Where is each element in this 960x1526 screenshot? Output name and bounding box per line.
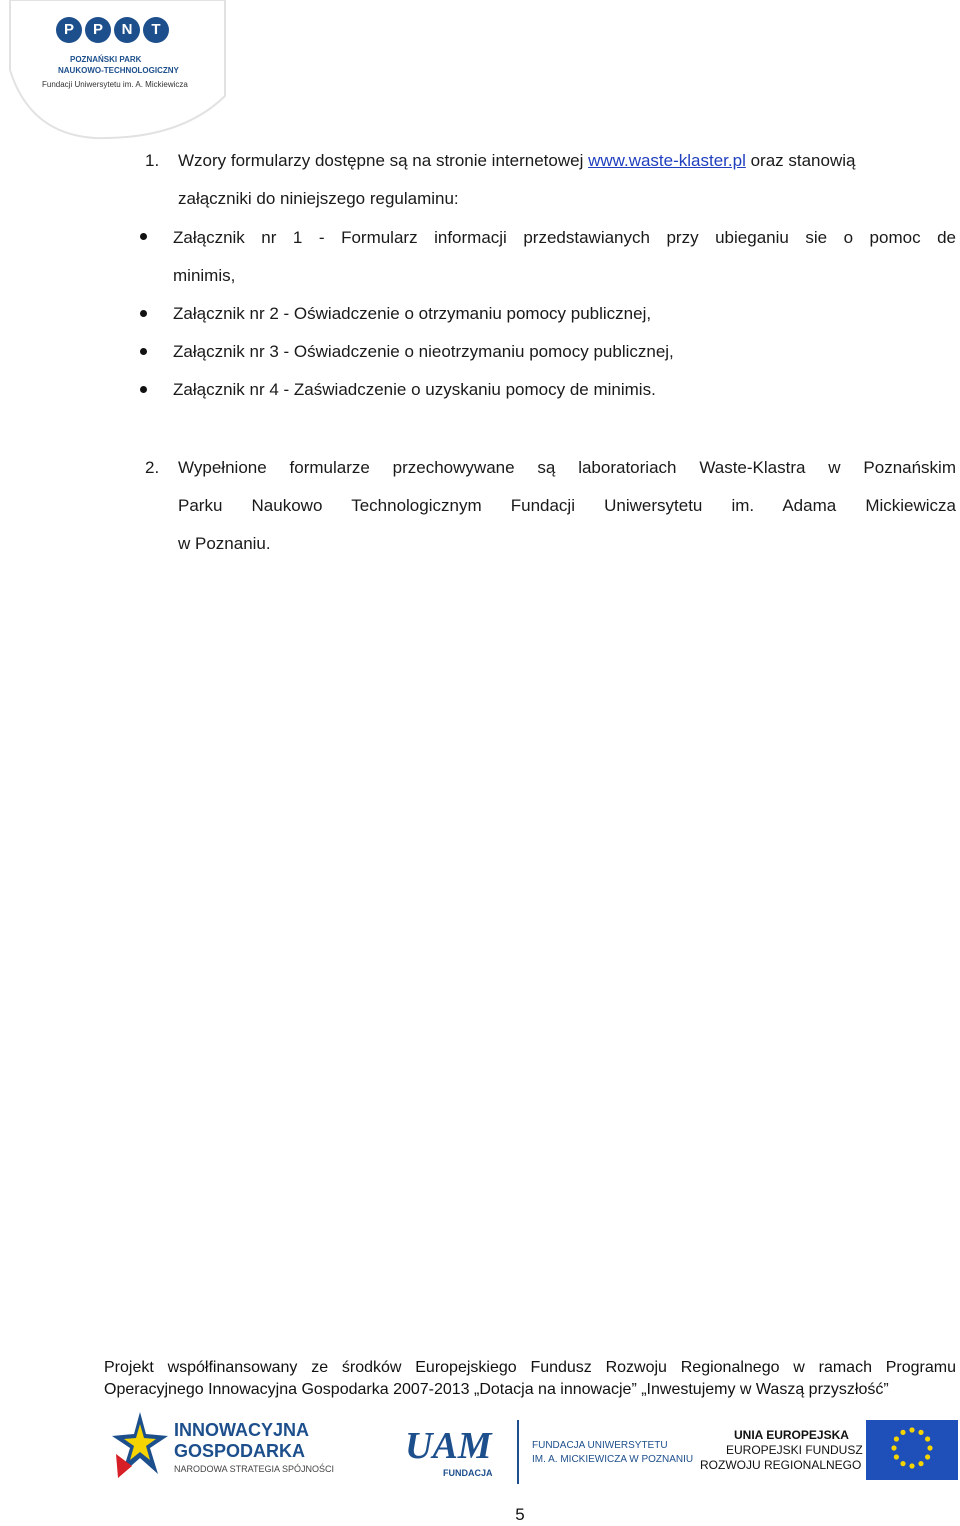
ig-line1: INNOWACYJNA [174, 1420, 310, 1440]
logo-line1: POZNAŃSKI PARK [70, 55, 142, 64]
uam-mark: UAM [405, 1425, 492, 1467]
eu-flag-icon [866, 1420, 958, 1480]
ig-line3: NARODOWA STRATEGIA SPÓJNOŚCI [174, 1464, 335, 1474]
page-number: 5 [515, 1505, 525, 1524]
item1-line1 [178, 151, 855, 170]
bullet-item-4: Załącznik nr 4 - Zaświadczenie o uzyskaniu pomocy de minimis. [173, 380, 656, 399]
item2-number: 2. [145, 458, 160, 477]
fund-line2: IM. A. MICKIEWICZA W POZNANIU [532, 1454, 694, 1465]
bullet-4 [140, 386, 147, 393]
footer-line2: Operacyjnego Innowacyjna Gospodarka 2007-2013 „Dotacja na innowacje” „Inwestujemy w Waszą przyszłość” [104, 1381, 889, 1398]
bullet-3 [140, 348, 147, 355]
eu-line2: EUROPEJSKI FUNDUSZ [726, 1443, 863, 1457]
logo-hex-p2: P [85, 17, 111, 43]
uam-divider [517, 1420, 519, 1484]
bullet-1 [140, 233, 147, 240]
bullet-item-1: Załącznik nr 1 - Formularz informacji przedstawianych przy ubieganiu sie o pomoc de [173, 228, 956, 247]
logo-hex-t: T [143, 17, 169, 43]
eu-logo [700, 1420, 960, 1484]
eu-line3: ROZWOJU REGIONALNEGO [700, 1458, 862, 1472]
bullet-item-3: Załącznik nr 3 - Oświadczenie o nieotrzymaniu pomocy publicznej, [173, 342, 674, 361]
ig-line2: GOSPODARKA [174, 1441, 306, 1461]
fund-line1: FUNDACJA UNIWERSYTETU [532, 1440, 668, 1451]
item2-line3: w Poznaniu. [178, 534, 271, 553]
ig-star-icon [110, 1408, 170, 1484]
item1-line2: załączniki do niniejszego regulaminu: [178, 189, 459, 208]
item1-text-before: Wzory formularzy dostępne są na stronie internetowej [178, 151, 589, 170]
bullet-item-2: Załącznik nr 2 - Oświadczenie o otrzymaniu pomocy publicznej, [173, 304, 652, 323]
item1-text-after: oraz stanowią [745, 151, 856, 170]
logo-line3: Fundacji Uniwersytetu im. A. Mickiewicza [42, 80, 188, 89]
bullet-2 [140, 310, 147, 317]
item1-number: 1. [145, 151, 160, 170]
ppnt-logo [0, 0, 228, 140]
footer-line1: Projekt współfinansowany ze środków Europejskiego Fundusz Rozwoju Regionalnego w ramach Programu [104, 1359, 956, 1376]
innowacyjna-gospodarka-logo [110, 1408, 350, 1484]
bullet-item-1-cont: minimis, [173, 266, 236, 285]
uam-fundacja-logo [405, 1420, 695, 1486]
item2-line2: Parku Naukowo Technologicznym Fundacji Uniwersytetu im. Adama Mickiewicza [178, 496, 956, 515]
eu-line1: UNIA EUROPEJSKA [734, 1428, 849, 1442]
waste-klaster-link[interactable]: www.waste-klaster.pl [588, 151, 746, 170]
logo-line2: NAUKOWO-TECHNOLOGICZNY [58, 66, 179, 75]
logo-hex-n: N [114, 17, 140, 43]
item2-line1: Wypełnione formularze przechowywane są laboratoriach Waste-Klastra w Poznańskim [178, 458, 956, 477]
logo-hex-p1: P [56, 17, 82, 43]
uam-sub: FUNDACJA [443, 1468, 493, 1478]
